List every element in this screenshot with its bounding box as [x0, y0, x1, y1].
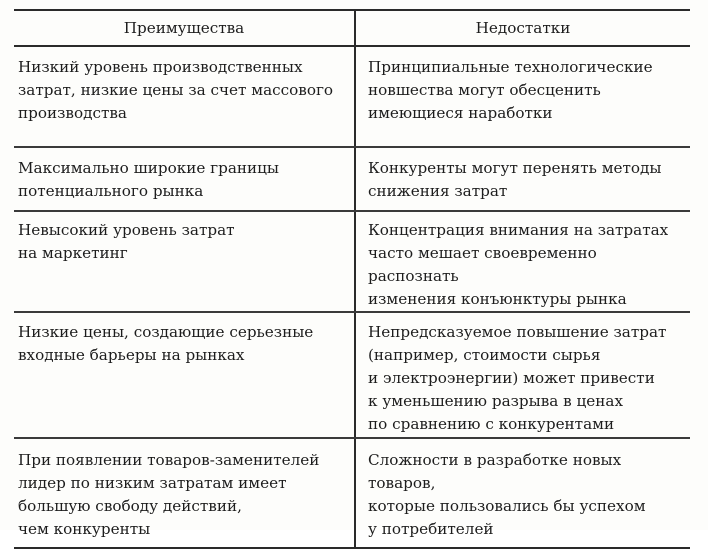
table-header-row: [14, 10, 690, 46]
advantage-text: Максимально широкие границы потенциального рынка: [18, 159, 279, 200]
table-row: [14, 211, 690, 312]
advantage-cell: [14, 147, 355, 211]
disadvantage-text: Конкуренты могут перенять методы снижения затрат: [368, 159, 662, 200]
disadvantage-cell: [355, 438, 690, 548]
advantages-disadvantages-table: [14, 9, 690, 549]
advantage-text: Низкие цены, создающие серьезные входные барьеры на рынках: [18, 323, 314, 364]
advantage-text: Низкий уровень производственных затрат, низкие цены за счет массового производства: [18, 58, 334, 122]
header-advantages: Преимущества: [14, 10, 355, 46]
header-disadvantages: Недостатки: [355, 10, 690, 46]
disadvantage-cell: [355, 312, 690, 438]
table-row: [14, 438, 690, 548]
disadvantage-text: Принципиальные технологические новшества могут обесценить имеющиеся наработки: [368, 58, 653, 122]
advantage-cell: [14, 46, 355, 147]
disadvantage-cell: [355, 147, 690, 211]
advantage-cell: [14, 438, 355, 548]
advantage-cell: [14, 211, 355, 312]
advantage-text: Невысокий уровень затрат на маркетинг: [18, 221, 235, 262]
advantage-text: При появлении товаров-заменителей лидер по низким затратам имеет большую свободу действий, чем конкуренты: [18, 451, 320, 538]
disadvantage-text: Концентрация внимания на затратах часто мешает своевременно распознать изменения конъюнктуры рынка: [368, 221, 669, 308]
disadvantage-cell: [355, 211, 690, 312]
disadvantage-text: Сложности в разработке новых товаров, которые пользовались бы успехом у потребителей: [368, 451, 646, 538]
table-row: [14, 147, 690, 211]
disadvantage-cell: [355, 46, 690, 147]
disadvantage-text: Непредсказуемое повышение затрат (например, стоимости сырья и электроэнергии) может привести к уменьшению разрыва в ценах по сравнению с конкурентами: [368, 323, 667, 433]
advantage-cell: [14, 312, 355, 438]
table-row: [14, 46, 690, 147]
table-row: [14, 312, 690, 438]
